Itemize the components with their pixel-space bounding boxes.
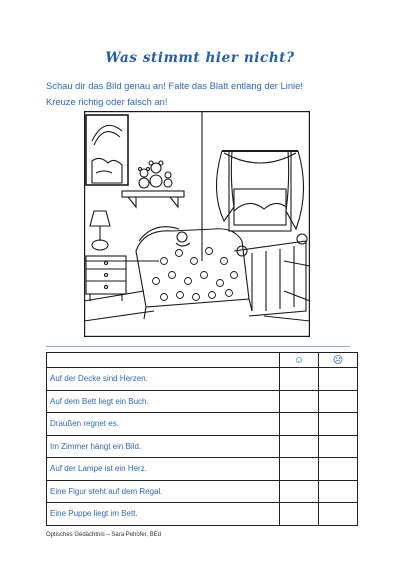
table-row bbox=[47, 435, 358, 458]
wrong-checkbox[interactable] bbox=[319, 503, 358, 526]
statement-text: Im Zimmer hängt ein Bild. bbox=[47, 435, 280, 458]
quiz-table bbox=[46, 352, 358, 526]
table-row bbox=[47, 413, 358, 436]
footer-credit: Optisches Gedächtnis – Sara Pehofer, BEd bbox=[46, 532, 162, 538]
statement-text: Eine Puppe liegt im Bett. bbox=[47, 503, 280, 526]
correct-checkbox[interactable] bbox=[280, 503, 319, 526]
correct-checkbox[interactable] bbox=[280, 458, 319, 481]
table-row bbox=[47, 503, 358, 526]
table-row bbox=[47, 480, 358, 503]
correct-checkbox[interactable] bbox=[280, 390, 319, 413]
page-title: Was stimmt hier nicht? bbox=[105, 50, 295, 66]
wrong-checkbox[interactable] bbox=[319, 413, 358, 436]
header-wrong-cell bbox=[319, 353, 358, 368]
correct-checkbox[interactable] bbox=[280, 368, 319, 391]
table-header-row bbox=[47, 353, 358, 368]
table-row bbox=[47, 390, 358, 413]
table-row bbox=[47, 458, 358, 481]
wrong-checkbox[interactable] bbox=[319, 390, 358, 413]
wrong-checkbox[interactable] bbox=[319, 458, 358, 481]
wrong-checkbox[interactable] bbox=[319, 368, 358, 391]
table-row bbox=[47, 368, 358, 391]
statement-text: Auf der Lampe ist ein Herz. bbox=[47, 458, 280, 481]
correct-checkbox[interactable] bbox=[280, 480, 319, 503]
instruction-line-2: Kreuze richtig oder falsch an! bbox=[46, 96, 168, 107]
smiling-face-icon: ☺ bbox=[293, 354, 305, 366]
correct-checkbox[interactable] bbox=[280, 413, 319, 436]
header-correct-cell bbox=[280, 353, 319, 368]
statement-text: Draußen regnet es. bbox=[47, 413, 280, 436]
correct-checkbox[interactable] bbox=[280, 435, 319, 458]
header-blank-cell bbox=[47, 353, 280, 368]
instruction-line-1: Schau dir das Bild genau an! Falte das Blatt entlang der Linie! bbox=[46, 80, 303, 91]
sad-face-icon: ☹ bbox=[332, 354, 344, 366]
wrong-checkbox[interactable] bbox=[319, 435, 358, 458]
wrong-checkbox[interactable] bbox=[319, 480, 358, 503]
fold-line bbox=[46, 346, 350, 347]
statement-text: Auf dem Bett liegt ein Buch. bbox=[47, 390, 280, 413]
bedroom-illustration bbox=[84, 111, 310, 337]
statement-text: Auf der Decke sind Herzen. bbox=[47, 368, 280, 391]
statement-text: Eine Figur steht auf dem Regal. bbox=[47, 480, 280, 503]
